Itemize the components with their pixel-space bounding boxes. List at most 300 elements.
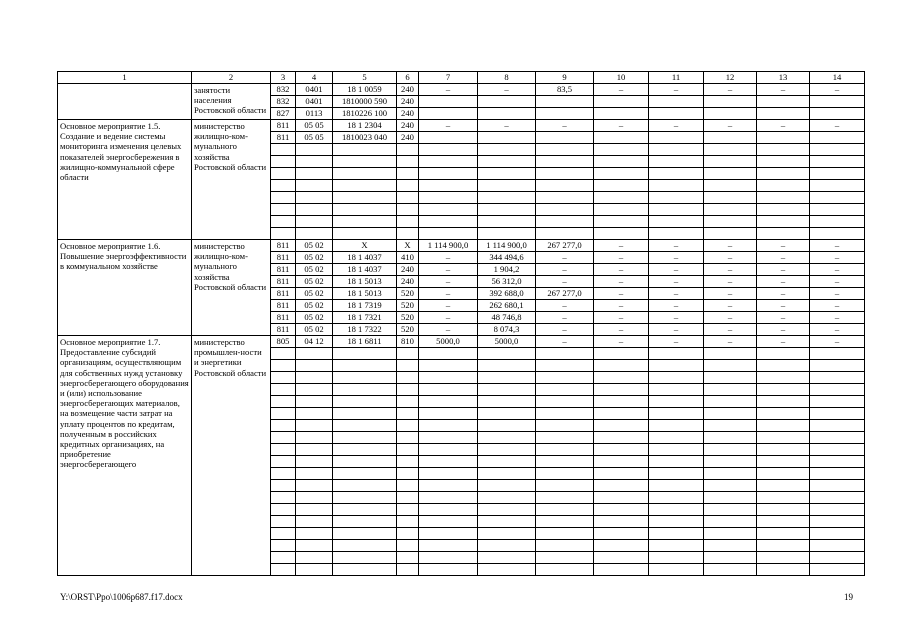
value-cell <box>271 216 296 228</box>
value-cell <box>704 408 757 420</box>
value-cell <box>649 444 704 456</box>
value-cell <box>271 204 296 216</box>
value-cell <box>296 228 333 240</box>
value-cell <box>296 516 333 528</box>
value-cell <box>271 528 296 540</box>
value-cell <box>271 480 296 492</box>
value-cell <box>649 456 704 468</box>
column-header: 6 <box>397 72 419 84</box>
table-row <box>58 84 865 96</box>
value-cell <box>704 144 757 156</box>
value-cell <box>594 552 649 564</box>
value-cell <box>478 408 536 420</box>
value-cell: – <box>810 240 865 252</box>
value-cell <box>419 516 478 528</box>
value-cell <box>296 528 333 540</box>
value-cell <box>649 204 704 216</box>
value-cell: – <box>649 324 704 336</box>
value-cell <box>296 480 333 492</box>
value-cell: 520 <box>397 300 419 312</box>
value-cell: 05 02 <box>296 276 333 288</box>
value-cell <box>478 396 536 408</box>
value-cell <box>397 360 419 372</box>
value-cell <box>296 192 333 204</box>
value-cell <box>810 216 865 228</box>
value-cell <box>478 516 536 528</box>
value-cell: – <box>810 264 865 276</box>
value-cell <box>594 168 649 180</box>
value-cell <box>810 408 865 420</box>
value-cell <box>333 408 397 420</box>
value-cell <box>704 420 757 432</box>
value-cell: – <box>594 288 649 300</box>
value-cell <box>810 384 865 396</box>
value-cell: 811 <box>271 312 296 324</box>
value-cell: – <box>810 288 865 300</box>
measure-name-cell: Основное мероприятие 1.7. Предоставление субсидий организациям, осуществляющим для собственных нужд установку энергосберегающего оборудования и (или) использование энергосберегающих материалов, на возмещение части затрат на уплату процентов по кредитам, полученным в российских кредитных организациях, на приобретение энергосберегающего <box>58 336 192 576</box>
value-cell <box>296 492 333 504</box>
value-cell: 5000,0 <box>478 336 536 348</box>
value-cell <box>594 492 649 504</box>
value-cell <box>704 348 757 360</box>
value-cell <box>296 432 333 444</box>
value-cell <box>419 168 478 180</box>
value-cell <box>271 456 296 468</box>
value-cell <box>594 444 649 456</box>
value-cell: – <box>594 300 649 312</box>
value-cell <box>296 504 333 516</box>
value-cell <box>810 192 865 204</box>
value-cell: 811 <box>271 240 296 252</box>
value-cell <box>296 360 333 372</box>
value-cell: 811 <box>271 288 296 300</box>
value-cell <box>757 144 810 156</box>
value-cell: 04 12 <box>296 336 333 348</box>
value-cell: 262 680,1 <box>478 300 536 312</box>
value-cell: – <box>419 324 478 336</box>
value-cell <box>810 492 865 504</box>
value-cell <box>419 348 478 360</box>
value-cell <box>536 384 594 396</box>
value-cell: 1 904,2 <box>478 264 536 276</box>
value-cell <box>271 408 296 420</box>
value-cell <box>296 168 333 180</box>
value-cell: – <box>757 252 810 264</box>
value-cell <box>397 420 419 432</box>
value-cell: 05 02 <box>296 264 333 276</box>
value-cell: – <box>757 336 810 348</box>
value-cell <box>649 180 704 192</box>
value-cell: – <box>536 120 594 132</box>
value-cell <box>397 492 419 504</box>
value-cell <box>296 456 333 468</box>
value-cell <box>704 456 757 468</box>
value-cell <box>478 204 536 216</box>
value-cell <box>419 504 478 516</box>
value-cell <box>810 468 865 480</box>
value-cell <box>271 156 296 168</box>
value-cell: – <box>594 336 649 348</box>
value-cell <box>704 528 757 540</box>
column-header: 11 <box>649 72 704 84</box>
value-cell <box>419 408 478 420</box>
value-cell: – <box>536 276 594 288</box>
budget-table <box>57 71 865 576</box>
value-cell <box>478 480 536 492</box>
value-cell <box>296 564 333 576</box>
value-cell <box>704 216 757 228</box>
value-cell <box>397 528 419 540</box>
column-header: 9 <box>536 72 594 84</box>
value-cell <box>296 540 333 552</box>
value-cell <box>704 432 757 444</box>
value-cell <box>594 564 649 576</box>
value-cell <box>333 228 397 240</box>
value-cell <box>419 228 478 240</box>
value-cell <box>296 348 333 360</box>
value-cell <box>478 504 536 516</box>
value-cell <box>333 396 397 408</box>
value-cell: – <box>419 120 478 132</box>
value-cell <box>757 372 810 384</box>
value-cell <box>478 168 536 180</box>
value-cell <box>296 444 333 456</box>
value-cell <box>810 168 865 180</box>
value-cell <box>810 420 865 432</box>
value-cell <box>333 360 397 372</box>
value-cell <box>478 96 536 108</box>
value-cell <box>478 144 536 156</box>
value-cell <box>536 468 594 480</box>
value-cell <box>397 516 419 528</box>
value-cell <box>536 480 594 492</box>
value-cell <box>536 432 594 444</box>
value-cell <box>419 180 478 192</box>
value-cell: – <box>757 84 810 96</box>
value-cell: 18 1 0059 <box>333 84 397 96</box>
value-cell <box>478 216 536 228</box>
value-cell: 811 <box>271 276 296 288</box>
value-cell <box>397 372 419 384</box>
column-header: 14 <box>810 72 865 84</box>
value-cell <box>478 540 536 552</box>
value-cell <box>478 180 536 192</box>
value-cell <box>397 444 419 456</box>
value-cell <box>296 468 333 480</box>
value-cell <box>757 516 810 528</box>
value-cell: 05 02 <box>296 300 333 312</box>
value-cell <box>419 528 478 540</box>
value-cell: 8 074,3 <box>478 324 536 336</box>
value-cell <box>594 144 649 156</box>
value-cell <box>536 372 594 384</box>
responsible-cell: занятости населения Ростовской области <box>192 84 271 120</box>
value-cell <box>757 228 810 240</box>
value-cell <box>333 444 397 456</box>
value-cell <box>271 360 296 372</box>
value-cell <box>536 216 594 228</box>
value-cell: – <box>419 276 478 288</box>
value-cell <box>397 204 419 216</box>
value-cell <box>649 552 704 564</box>
value-cell <box>757 444 810 456</box>
value-cell <box>757 216 810 228</box>
value-cell <box>704 384 757 396</box>
value-cell <box>478 108 536 120</box>
value-cell <box>397 408 419 420</box>
value-cell <box>649 540 704 552</box>
value-cell <box>478 552 536 564</box>
value-cell: – <box>649 288 704 300</box>
value-cell <box>704 168 757 180</box>
value-cell <box>296 420 333 432</box>
value-cell <box>810 360 865 372</box>
value-cell <box>419 96 478 108</box>
value-cell <box>333 468 397 480</box>
table-row <box>58 240 865 252</box>
value-cell <box>536 564 594 576</box>
value-cell <box>810 456 865 468</box>
value-cell: 5000,0 <box>419 336 478 348</box>
value-cell <box>704 480 757 492</box>
value-cell <box>704 360 757 372</box>
value-cell <box>594 432 649 444</box>
value-cell <box>478 528 536 540</box>
value-cell <box>649 108 704 120</box>
value-cell <box>594 456 649 468</box>
value-cell: 05 02 <box>296 324 333 336</box>
column-header: 2 <box>192 72 271 84</box>
value-cell: 83,5 <box>536 84 594 96</box>
value-cell <box>271 420 296 432</box>
value-cell: 0401 <box>296 96 333 108</box>
value-cell: – <box>810 300 865 312</box>
value-cell <box>333 168 397 180</box>
value-cell <box>594 384 649 396</box>
value-cell <box>478 228 536 240</box>
value-cell <box>757 528 810 540</box>
value-cell <box>296 372 333 384</box>
value-cell: – <box>536 324 594 336</box>
value-cell <box>271 444 296 456</box>
value-cell: 0401 <box>296 84 333 96</box>
value-cell <box>271 468 296 480</box>
column-header: 12 <box>704 72 757 84</box>
value-cell: – <box>704 264 757 276</box>
value-cell <box>649 216 704 228</box>
value-cell <box>704 468 757 480</box>
value-cell: – <box>704 276 757 288</box>
value-cell <box>397 396 419 408</box>
value-cell <box>296 204 333 216</box>
value-cell <box>649 384 704 396</box>
value-cell: – <box>419 300 478 312</box>
value-cell: – <box>757 324 810 336</box>
value-cell: – <box>704 84 757 96</box>
value-cell <box>333 180 397 192</box>
value-cell: 240 <box>397 108 419 120</box>
value-cell <box>704 552 757 564</box>
value-cell <box>333 540 397 552</box>
value-cell <box>594 396 649 408</box>
value-cell: – <box>810 312 865 324</box>
value-cell <box>419 204 478 216</box>
value-cell <box>536 144 594 156</box>
value-cell: – <box>594 120 649 132</box>
value-cell <box>594 468 649 480</box>
value-cell: 05 02 <box>296 312 333 324</box>
value-cell: 811 <box>271 252 296 264</box>
value-cell <box>296 156 333 168</box>
value-cell <box>536 396 594 408</box>
column-header: 3 <box>271 72 296 84</box>
value-cell: 18 1 5013 <box>333 276 397 288</box>
value-cell <box>704 540 757 552</box>
value-cell <box>810 396 865 408</box>
value-cell <box>594 108 649 120</box>
value-cell <box>810 144 865 156</box>
value-cell <box>704 132 757 144</box>
value-cell <box>704 96 757 108</box>
value-cell: – <box>536 264 594 276</box>
page-number: 19 <box>844 592 853 602</box>
value-cell <box>333 564 397 576</box>
value-cell <box>419 456 478 468</box>
value-cell <box>704 444 757 456</box>
value-cell <box>757 492 810 504</box>
value-cell <box>478 372 536 384</box>
value-cell <box>757 384 810 396</box>
value-cell: 240 <box>397 276 419 288</box>
value-cell <box>419 540 478 552</box>
value-cell <box>810 480 865 492</box>
value-cell: 0113 <box>296 108 333 120</box>
value-cell: – <box>649 312 704 324</box>
value-cell <box>419 132 478 144</box>
value-cell <box>419 372 478 384</box>
value-cell <box>478 468 536 480</box>
value-cell: 240 <box>397 96 419 108</box>
value-cell <box>296 384 333 396</box>
value-cell <box>419 552 478 564</box>
value-cell <box>419 564 478 576</box>
value-cell: – <box>419 84 478 96</box>
value-cell: – <box>649 276 704 288</box>
value-cell: – <box>810 336 865 348</box>
value-cell <box>478 192 536 204</box>
value-cell <box>536 348 594 360</box>
value-cell <box>271 192 296 204</box>
value-cell <box>649 492 704 504</box>
value-cell <box>757 348 810 360</box>
value-cell: – <box>478 120 536 132</box>
value-cell <box>397 228 419 240</box>
value-cell <box>757 360 810 372</box>
value-cell <box>397 180 419 192</box>
value-cell: – <box>704 324 757 336</box>
value-cell: 18 1 2304 <box>333 120 397 132</box>
value-cell <box>594 360 649 372</box>
value-cell <box>536 168 594 180</box>
value-cell <box>649 516 704 528</box>
value-cell <box>478 132 536 144</box>
value-cell: – <box>594 264 649 276</box>
value-cell: 811 <box>271 300 296 312</box>
value-cell <box>333 204 397 216</box>
value-cell <box>757 108 810 120</box>
value-cell: – <box>419 252 478 264</box>
value-cell: – <box>810 252 865 264</box>
value-cell <box>478 456 536 468</box>
value-cell: 56 312,0 <box>478 276 536 288</box>
value-cell <box>333 384 397 396</box>
value-cell <box>536 444 594 456</box>
column-header: 8 <box>478 72 536 84</box>
value-cell <box>810 180 865 192</box>
value-cell <box>649 192 704 204</box>
value-cell: – <box>704 336 757 348</box>
value-cell <box>810 96 865 108</box>
value-cell <box>296 408 333 420</box>
value-cell <box>271 396 296 408</box>
value-cell <box>478 444 536 456</box>
value-cell: – <box>704 240 757 252</box>
value-cell <box>536 540 594 552</box>
value-cell <box>271 180 296 192</box>
value-cell <box>296 216 333 228</box>
value-cell: – <box>757 276 810 288</box>
value-cell: 18 1 4037 <box>333 252 397 264</box>
value-cell: 05 02 <box>296 252 333 264</box>
value-cell: – <box>757 300 810 312</box>
value-cell <box>757 168 810 180</box>
value-cell <box>649 528 704 540</box>
value-cell <box>649 348 704 360</box>
value-cell: – <box>757 240 810 252</box>
value-cell: 18 1 7321 <box>333 312 397 324</box>
value-cell <box>536 516 594 528</box>
value-cell <box>333 192 397 204</box>
value-cell <box>419 396 478 408</box>
value-cell <box>757 540 810 552</box>
value-cell: Х <box>397 240 419 252</box>
value-cell: – <box>757 288 810 300</box>
value-cell <box>810 432 865 444</box>
value-cell <box>757 420 810 432</box>
value-cell <box>757 396 810 408</box>
value-cell <box>649 372 704 384</box>
value-cell <box>478 564 536 576</box>
value-cell <box>271 564 296 576</box>
value-cell <box>333 420 397 432</box>
value-cell <box>649 132 704 144</box>
value-cell: – <box>594 324 649 336</box>
value-cell <box>271 384 296 396</box>
value-cell <box>296 552 333 564</box>
value-cell <box>594 228 649 240</box>
value-cell <box>397 456 419 468</box>
value-cell: 805 <box>271 336 296 348</box>
value-cell <box>810 540 865 552</box>
value-cell <box>810 372 865 384</box>
value-cell <box>649 504 704 516</box>
value-cell: 05 02 <box>296 240 333 252</box>
value-cell <box>397 144 419 156</box>
value-cell <box>704 504 757 516</box>
value-cell <box>536 132 594 144</box>
value-cell <box>757 132 810 144</box>
value-cell <box>397 432 419 444</box>
